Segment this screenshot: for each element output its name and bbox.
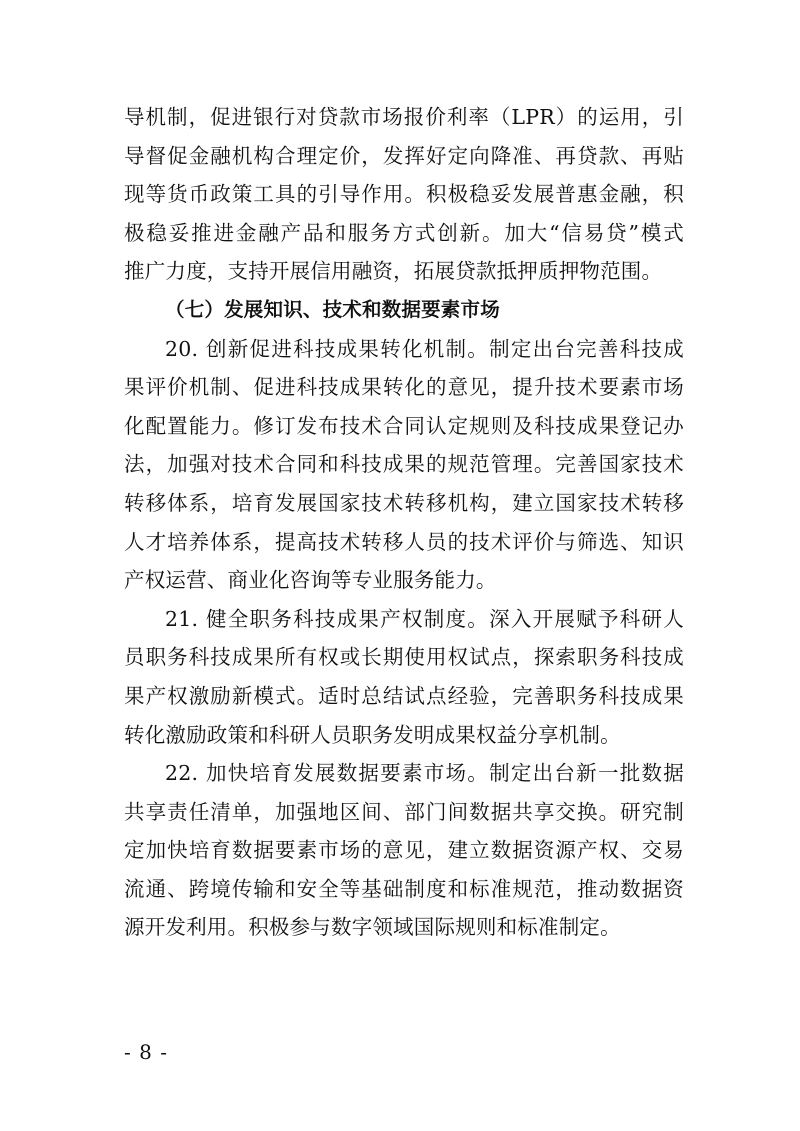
paragraph-start-21: 21. 健全职务科技成果产权制度。深入开展赋予科研人 xyxy=(165,606,684,631)
text-line: 产权运营、商业化咨询等专业服务能力。 xyxy=(124,568,497,593)
text-line: 现等货币政策工具的引导作用。积极稳妥发展普惠金融，积 xyxy=(124,182,684,207)
text-line: 共享责任清单，加强地区间、部门间数据共享交换。研究制 xyxy=(124,799,684,824)
text-line: 果评价机制、促进科技成果转化的意见，提升技术要素市场 xyxy=(124,375,684,400)
text-line: 果产权激励新模式。适时总结试点经验，完善职务科技成果 xyxy=(124,683,684,708)
text-line: 极稳妥推进金融产品和服务方式创新。加大“信易贷”模式 xyxy=(124,220,684,245)
text-line: 推广力度，支持开展信用融资，拓展贷款抵押质押物范围。 xyxy=(124,259,663,284)
body-text xyxy=(124,98,684,947)
text-line: 流通、跨境传输和安全等基础制度和标准规范，推动数据资 xyxy=(124,876,684,901)
text-line: 源开发利用。积极参与数字领域国际规则和标准制定。 xyxy=(124,915,621,940)
page-number: - 8 - xyxy=(124,1040,168,1064)
text-line: 转化激励政策和科研人员职务发明成果权益分享机制。 xyxy=(124,722,621,747)
section-heading: （七）发展知识、技术和数据要素市场 xyxy=(165,297,500,321)
paragraph-start-22: 22. 加快培育发展数据要素市场。制定出台新一批数据 xyxy=(165,761,684,786)
text-line: 导机制，促进银行对贷款市场报价利率（LPR）的运用，引 xyxy=(124,105,684,129)
text-line: 员职务科技成果所有权或长期使用权试点，探索职务科技成 xyxy=(124,645,684,670)
text-line: 人才培养体系，提高技术转移人员的技术评价与筛选、知识 xyxy=(124,529,684,554)
text-line: 定加快培育数据要素市场的意见，建立数据资源产权、交易 xyxy=(124,838,684,863)
text-line: 化配置能力。修订发布技术合同认定规则及科技成果登记办 xyxy=(124,413,684,438)
text-line: 转移体系，培育发展国家技术转移机构，建立国家技术转移 xyxy=(124,490,684,515)
paragraph-start-20: 20. 创新促进科技成果转化机制。制定出台完善科技成 xyxy=(165,336,684,361)
text-line: 法，加强对技术合同和科技成果的规范管理。完善国家技术 xyxy=(124,452,684,477)
text-line: 导督促金融机构合理定价，发挥好定向降准、再贷款、再贴 xyxy=(124,143,684,168)
